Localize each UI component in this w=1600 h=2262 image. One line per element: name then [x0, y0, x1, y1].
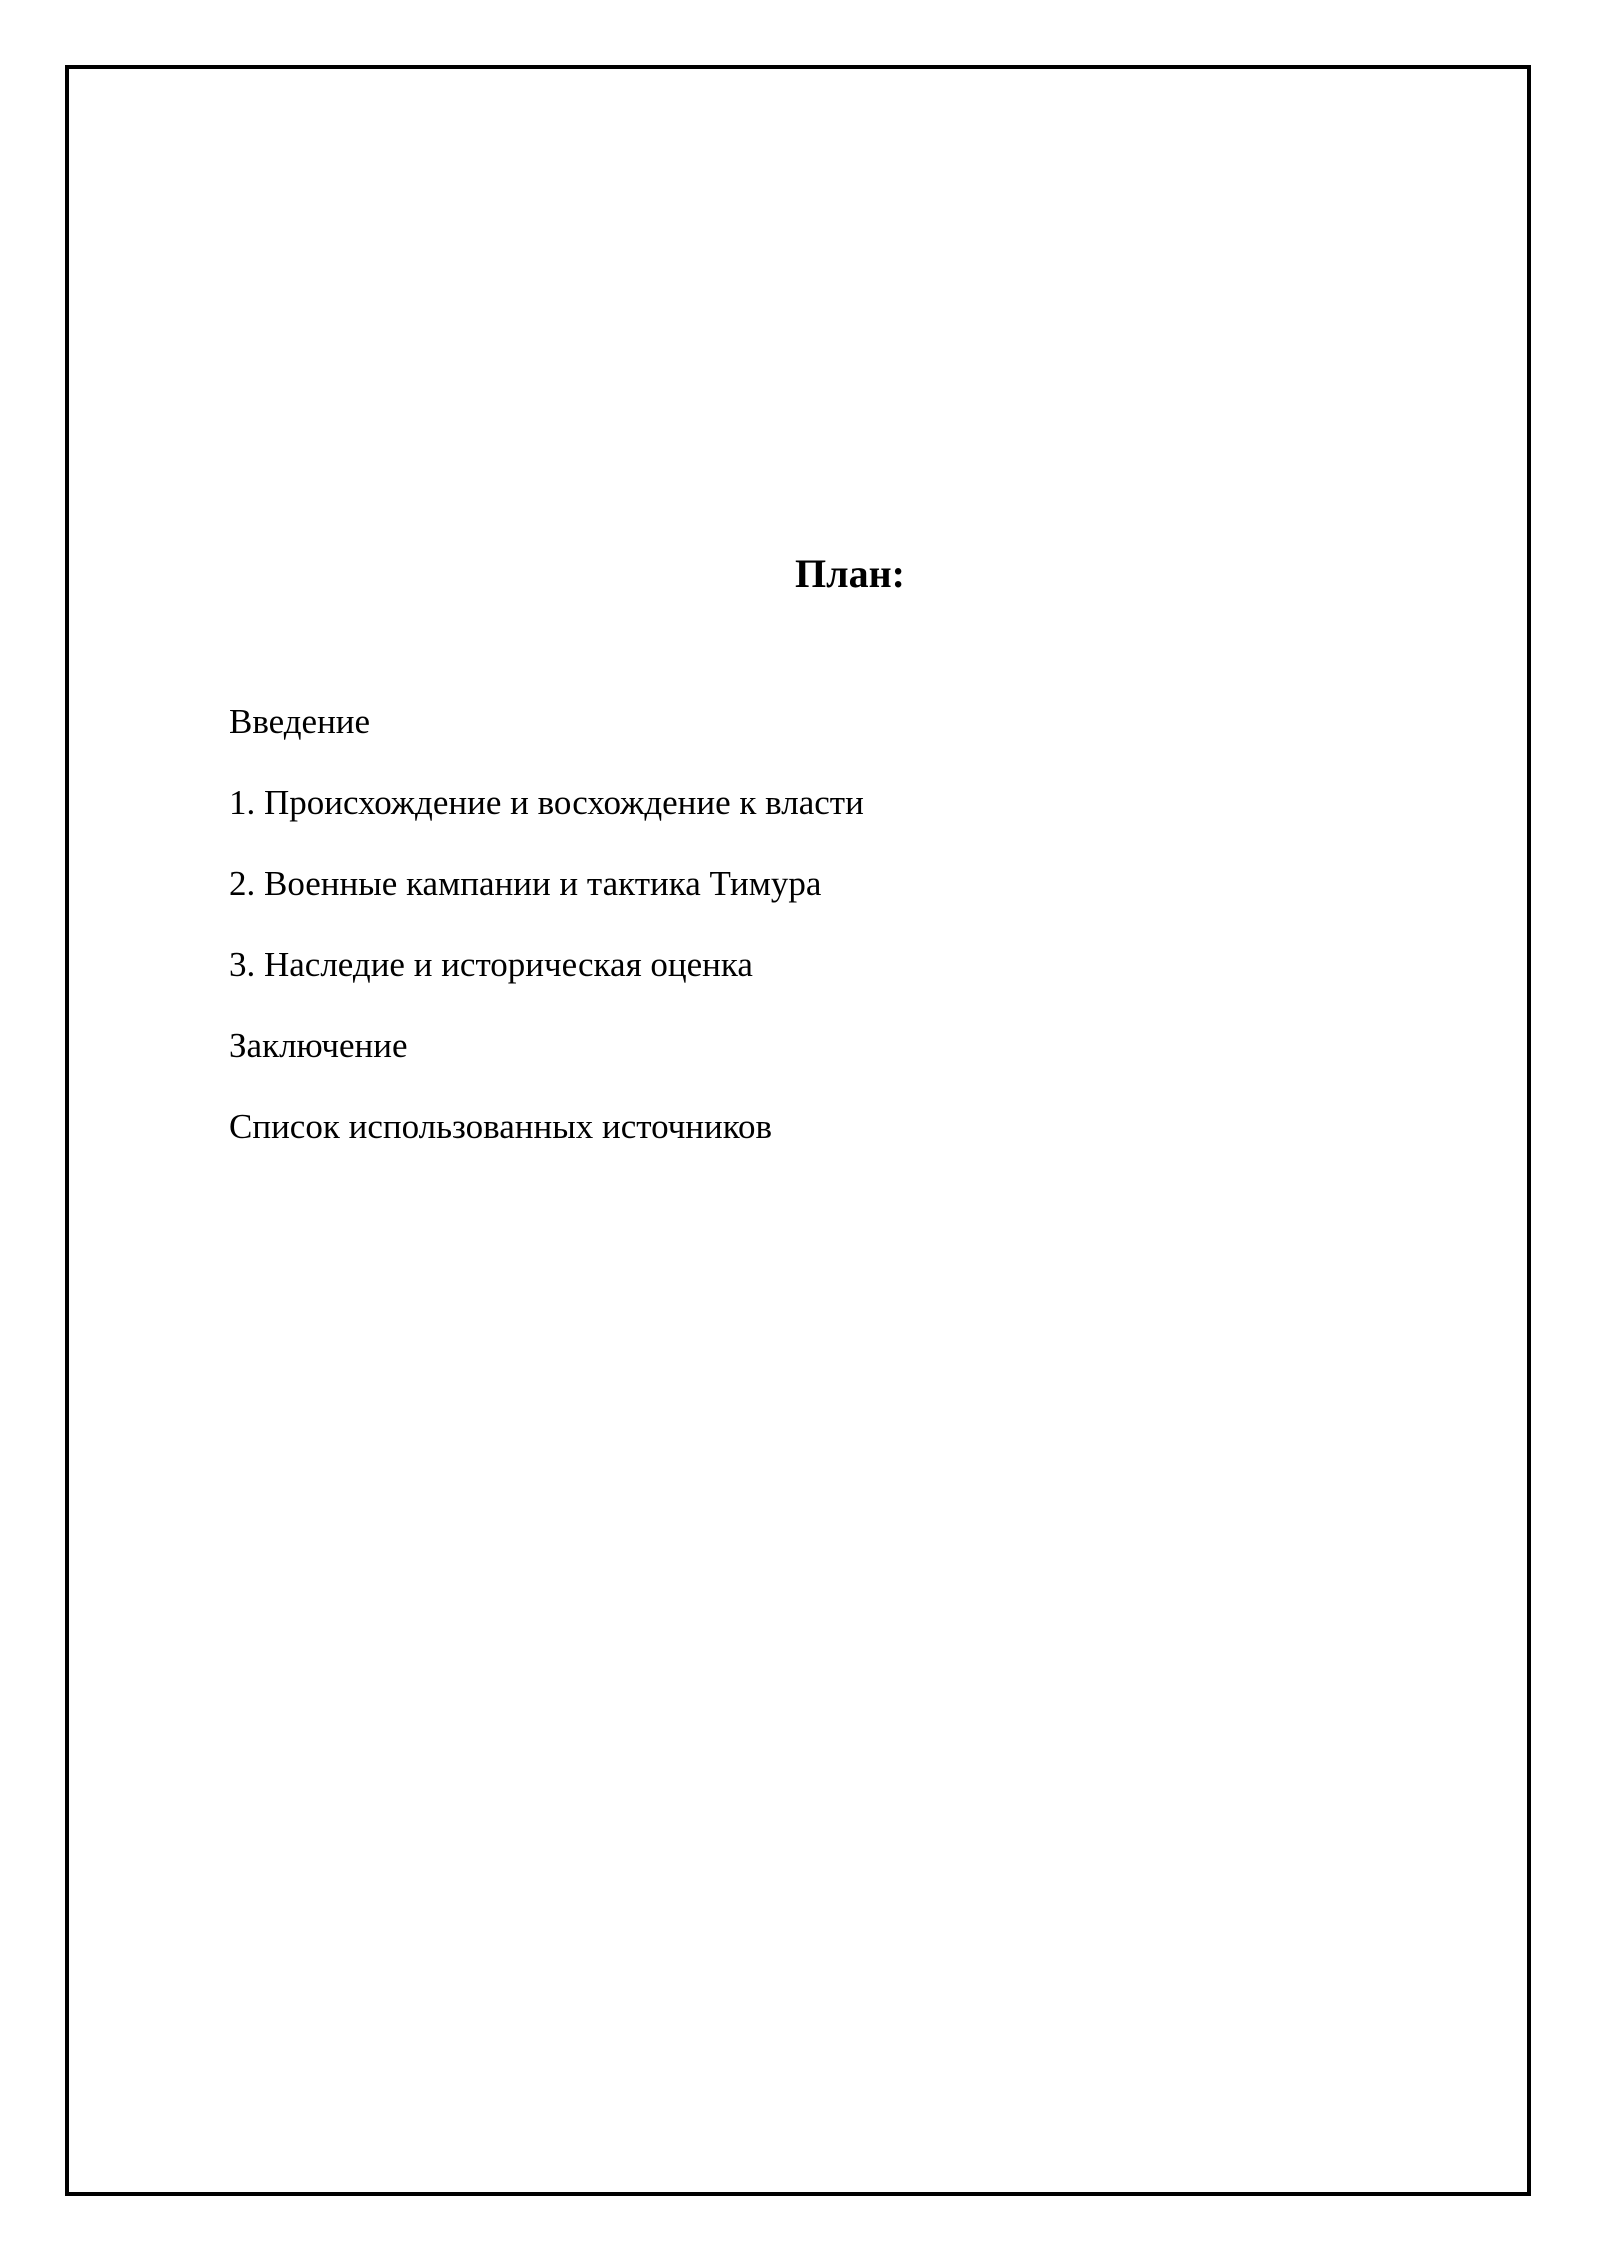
toc-item-2: 2. Военные кампании и тактика Тимура [229, 864, 822, 903]
toc-item-introduction: Введение [229, 702, 371, 741]
toc-item-1: 1. Происхождение и восхождение к власти [229, 783, 864, 822]
toc-item-conclusion: Заключение [229, 1026, 408, 1065]
page-title: План: [795, 551, 905, 596]
table-of-contents [229, 700, 864, 1186]
toc-item-3: 3. Наследие и историческая оценка [229, 945, 753, 984]
toc-item-references: Список использованных источников [229, 1107, 773, 1146]
